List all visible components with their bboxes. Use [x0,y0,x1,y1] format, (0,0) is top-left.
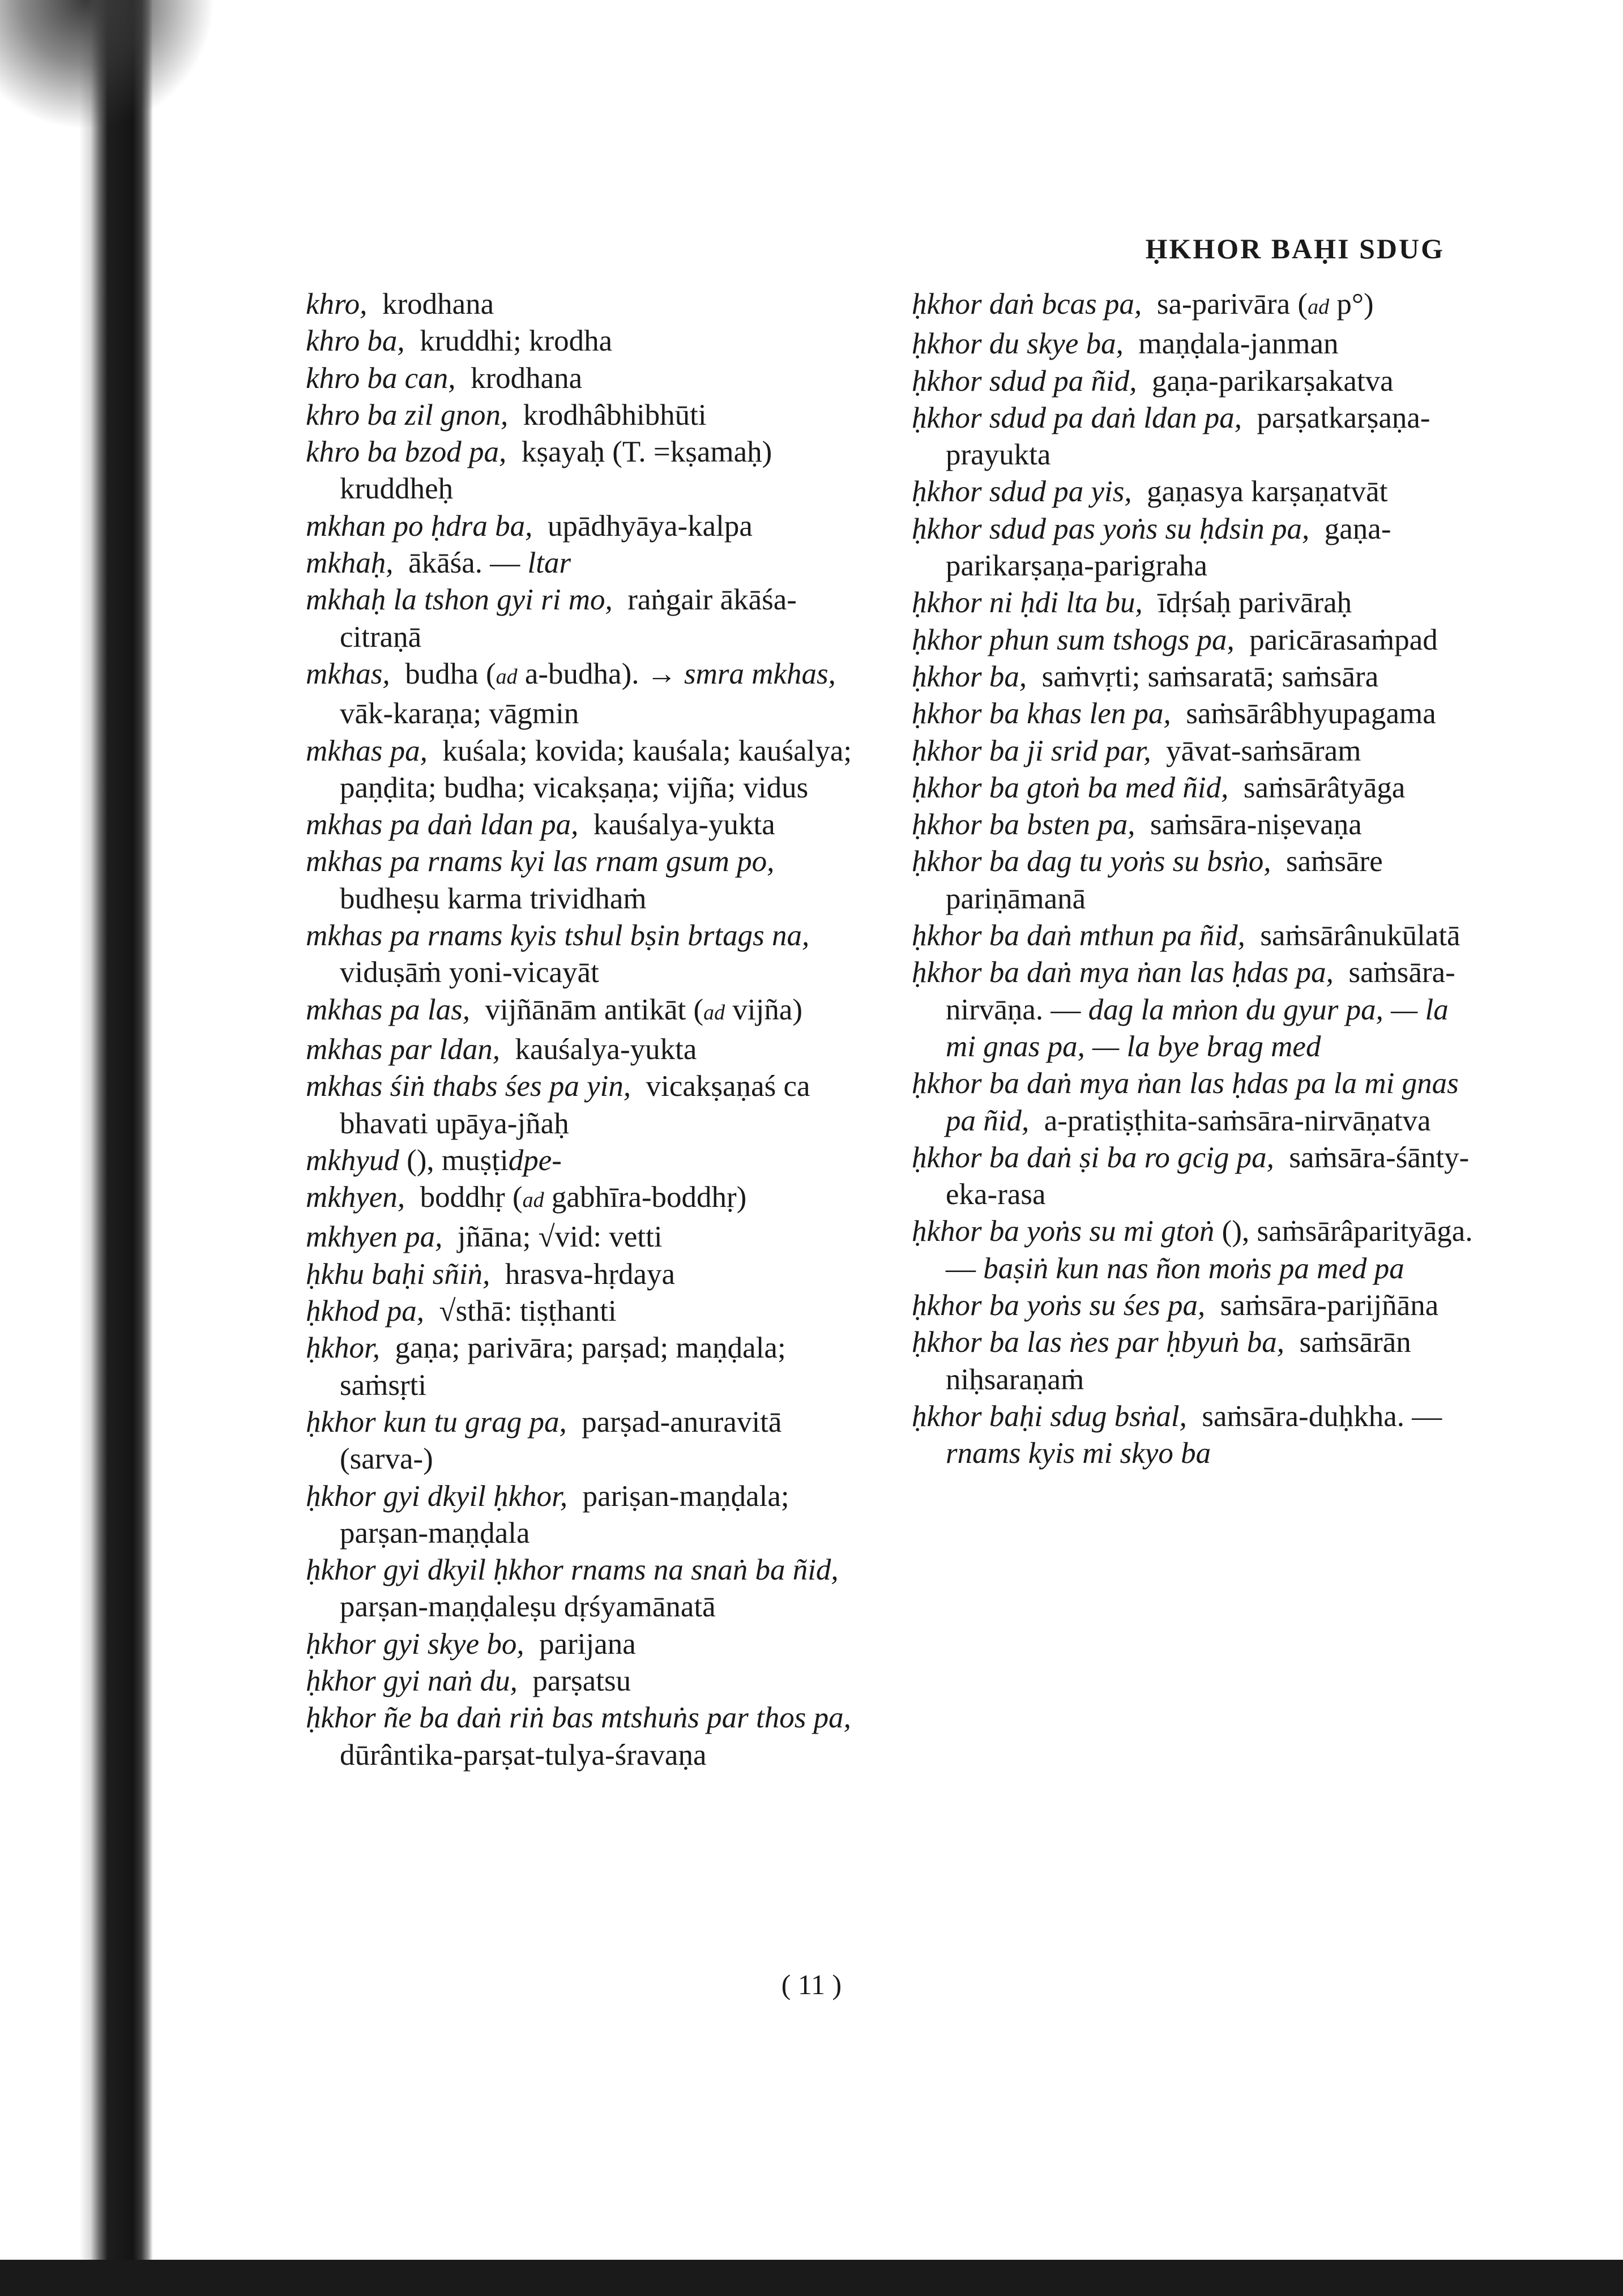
dictionary-entry [912,843,1484,917]
entry-gloss: kruddhi; krodha [420,325,613,358]
scan-binding-shadow [0,0,153,2296]
entry-term: khro ba, [306,325,420,358]
entry-term: dpe- [508,1143,562,1177]
entry-term: ḥkhor ba daṅ mya ṅan las ḥdas pa, [912,956,1349,989]
entry-gloss: parṣad-anuravitā (sarva-) [340,1405,782,1476]
dictionary-entry [306,1256,878,1293]
entry-term: khro ba zil gnon, [306,398,523,432]
entry-gloss: vijña) [725,993,803,1026]
dictionary-entry [306,1293,878,1330]
entry-term: ḥkhor ba ji srid par, [912,734,1167,767]
entry-term: mkhas pa rnams kyis tshul bṣin brtags na, [306,919,825,953]
entry-gloss: kuśala; kovida; kauśala; kauśalya; paṇḍita; budha; vicakṣaṇa; vijña; vidus [340,734,852,804]
entry-term: ḥkhor ba las ṅes par ḥbyuṅ ba, [912,1326,1300,1359]
entry-term: mkhas par ldan, [306,1032,515,1066]
entry-term: ḥkhor ba bsten pa, [912,808,1151,842]
dictionary-entry [306,1031,878,1068]
entry-gloss: saṁsāra-parijñāna [1220,1289,1439,1322]
entry-gloss: parṣatkarṣaṇa-prayukta [946,401,1430,472]
entry-term: ḥkhor ñe ba daṅ riṅ bas mtshuṅs par thos pa, [306,1701,866,1735]
entry-term: ḥkhor ba yoṅs su mi gtoṅ [912,1215,1215,1248]
entry-term: ḥkhor baḥi sdug bsṅal, [912,1399,1202,1433]
dictionary-entry [912,917,1484,954]
entry-term: khro ba can, [306,361,471,395]
entry-term: ḥkhor gyi dkyil ḥkhor, [306,1479,583,1513]
dictionary-entry [306,434,878,508]
entry-term: ḥkhor kun tu grag pa, [306,1405,582,1439]
entry-gloss: ), muṣṭi [416,1143,509,1177]
dictionary-entry [306,1219,878,1256]
entry-term: mkhas pa, [306,734,443,767]
dictionary-entry [306,1478,878,1552]
entry-gloss: saṁsāra-nirvāṇa. — [946,956,1455,1026]
entry-gloss: saṁsārâbhyupagama [1186,697,1436,731]
entry-gloss: ), saṁsārâparityāga. — [946,1215,1473,1285]
entry-term: khro ba bzod pa, [306,436,522,469]
dictionary-entry [912,659,1484,695]
entry-gloss: vāk-karaṇa; vāgmin [340,697,579,731]
entry-gloss: kauśalya-yukta [515,1032,697,1066]
entry-term: dag la mṅon du gyur pa, — la mi gnas pa, — la bye brag med [946,993,1449,1063]
dictionary-entry [912,363,1484,400]
entry-term: ḥkhor sdud pa daṅ ldan pa, [912,401,1257,434]
entry-gloss: parijana [539,1627,636,1661]
dictionary-entry [912,400,1484,474]
entry-gloss: upādhyāya-kalpa [547,509,753,543]
entry-term: ḥkhu baḥi sñiṅ, [306,1257,505,1291]
entry-term: ḥkhor ba daṅ ṣi ba ro gcig pa, [912,1141,1289,1174]
entry-gloss: kauśalya-yukta [593,808,775,842]
entry-gloss: saṁsāre pariṇāmanā [946,845,1383,915]
entry-term: ḥkhor sdud pas yoṅs su ḥdsin pa, [912,512,1325,545]
dictionary-entry [306,397,878,434]
dictionary-entry [306,286,878,323]
entry-term: ḥkhor ni ḥdi lta bu, [912,586,1158,620]
entry-gloss: gaṇa-parikarṣaṇa-parigraha [946,512,1391,583]
entry-gloss: parṣan-maṇḍaleṣu dṛśyamānatā [340,1590,716,1624]
entry-gloss: krodhana [382,288,494,321]
entry-term: ḥkhod pa, [306,1295,439,1328]
dictionary-entry [912,1213,1484,1287]
entry-gloss: hrasva-hṛdaya [505,1257,676,1291]
entry-term: khro, [306,288,382,321]
dictionary-entry [912,622,1484,659]
dictionary-entry [912,1065,1484,1140]
entry-gloss: budheṣu karma trividhaṁ [340,882,647,915]
dictionary-entry [306,1552,878,1626]
dictionary-entry [912,473,1484,510]
dictionary-entry [306,1330,878,1404]
dictionary-entry [912,1287,1484,1324]
entry-gloss: saṁvṛti; saṁsaratā; saṁsāra [1041,660,1379,693]
entry-gloss: saṁsāra-niṣevaṇa [1150,808,1362,842]
entry-term: mkhyud [306,1143,399,1177]
dictionary-entry [306,545,878,582]
entry-gloss: saṁsārâtyāga [1243,771,1406,804]
entry-term: ḥkhor sdud pa yis, [912,475,1147,509]
running-header: ḤKHOR BAḤI SDUG [1145,233,1445,264]
dictionary-entry [306,992,878,1031]
dictionary-entry [912,954,1484,1065]
entry-gloss: saṁsāra-duḥkha. — [1202,1399,1442,1433]
entry-term: mkhas pa rnams kyi las rnam gsum po, [306,845,789,878]
dictionary-entry [306,360,878,397]
entry-term: mkhas pa las, [306,993,485,1026]
entry-abbreviation: ad [1308,295,1330,319]
entry-gloss: gaṇasya karṣaṇatvāt [1147,475,1388,509]
dictionary-entry [306,508,878,545]
entry-term: ḥkhor daṅ bcas pa, [912,288,1157,321]
entry-term: ḥkhor gyi skye bo, [306,1627,540,1661]
scan-corner-shadow [0,0,215,130]
dictionary-entry [912,511,1484,585]
entry-term: mkhas pa daṅ ldan pa, [306,808,593,842]
entry-gloss: pariṣan-maṇḍala; parṣan-maṇḍala [340,1479,789,1550]
entry-gloss: raṅgair ākāśa-citraṇā [340,583,797,654]
entry-term: mkhan po ḥdra ba, [306,509,548,543]
entry-gloss: boddhṛ ( [420,1181,523,1214]
entry-abbreviation: ad [703,1000,725,1025]
entry-gloss: ākāśa. — [408,547,528,580]
entry-term: mkhas śiṅ thabs śes pa yin, [306,1070,646,1103]
dictionary-entry [306,1179,878,1219]
dictionary-entry [912,733,1484,770]
right-column [912,286,1484,1473]
entry-gloss: saṁsārān niḥsaraṇaṁ [946,1326,1411,1396]
entry-term: rnams kyis mi skyo ba [946,1437,1211,1470]
entry-term: mkhas, [306,657,405,690]
dictionary-entry [306,806,878,843]
entry-term: ḥkhor phun sum tshogs pa, [912,623,1250,656]
entry-term: ḥkhor gyi dkyil ḥkhor rnams na snaṅ ba ñid, [306,1554,854,1587]
dictionary-entry [912,770,1484,806]
entry-gloss: yāvat-saṁsāram [1166,734,1361,767]
dictionary-entry [912,695,1484,732]
entry-gloss: saṁsārânukūlatā [1260,919,1460,953]
entry-gloss: √sthā: tiṣṭhanti [439,1295,617,1328]
dictionary-entry [306,1663,878,1700]
entry-gloss: ( [399,1143,417,1177]
entry-gloss: gabhīra-boddhṛ) [544,1181,747,1214]
entry-term: mkhaḥ, [306,547,409,580]
entry-gloss: dūrântika-parṣat-tulya-śravaṇa [340,1738,707,1772]
entry-gloss: vijñānām antikāt ( [485,993,704,1026]
entry-gloss: paricārasaṁpad [1249,623,1438,656]
entry-term: ba [983,1252,1014,1285]
dictionary-entry [306,1626,878,1663]
entry-term: ḥkhor gyi naṅ du, [306,1664,533,1697]
entry-gloss: gaṇa-parikarṣakatva [1152,364,1394,398]
dictionary-entry [306,1142,878,1179]
entry-term: ltar [527,547,571,580]
entry-gloss: parṣatsu [532,1664,631,1697]
dictionary-entry [306,733,878,807]
entry-gloss: jñāna; √vid: vetti [457,1220,663,1254]
dictionary-entry [306,917,878,992]
entry-abbreviation: ad [496,664,518,689]
dictionary-entry [912,1398,1484,1473]
entry-term: mkhyen, [306,1181,420,1214]
entry-gloss: īdṛśaḥ parivāraḥ [1158,586,1352,620]
dictionary-entry [912,806,1484,843]
dictionary-entry [912,326,1484,362]
entry-term: ḥkhor ba daṅ mya ṅan las ḥdas pa la mi gnas pa ñid, [912,1067,1459,1137]
entry-term: ḥkhor ba khas len pa, [912,697,1186,731]
dictionary-entry [306,323,878,360]
entry-gloss: maṇḍala-janman [1138,327,1339,361]
dictionary-entry [306,582,878,656]
entry-term: mkhyen pa, [306,1220,458,1254]
entry-gloss: vicakṣaṇaś ca bhavati upāya-jñaḥ [340,1070,810,1140]
dictionary-entry [306,843,878,917]
entry-gloss: krodhana [470,361,583,395]
entry-term: ḥkhor ba gtoṅ ba med ñid, [912,771,1244,804]
entry-gloss: saṁsāra-śānty-eka-rasa [946,1141,1470,1211]
entry-gloss: a-budha). → [517,657,684,690]
entry-term: ḥkhor, [306,1331,395,1365]
entry-term: ḥkhor ba dag tu yoṅs su bsṅo, [912,845,1287,878]
entry-gloss: budha ( [405,657,496,690]
entry-term: ḥkhor ba daṅ mthun pa ñid, [912,919,1261,953]
dictionary-entry [306,1700,878,1774]
entry-gloss: p°) [1329,288,1374,321]
entry-term: ḥkhor ba yoṅs su śes pa, [912,1289,1220,1322]
entry-gloss: krodhâbhibhūti [523,398,707,432]
entry-gloss: viduṣāṁ yoni-vicayāt [340,956,599,989]
entry-term: ṣiṅ kun nas ñon moṅs pa med pa [1013,1252,1404,1285]
entry-term: ḥkhor sdud pa ñid, [912,364,1152,398]
dictionary-entry [912,584,1484,621]
entry-gloss: sa-parivāra ( [1156,288,1308,321]
dictionary-entry [912,1324,1484,1398]
dictionary-entry [306,1404,878,1478]
entry-gloss: a-pratiṣṭhita-saṁsāra-nirvāṇatva [1044,1104,1431,1137]
entry-term: ḥkhor du skye ba, [912,327,1139,361]
entry-term: smra mkhas, [684,657,836,690]
dictionary-entry [306,656,878,733]
left-column [306,286,878,1774]
entry-gloss: ( [1214,1215,1232,1248]
page-number: ( 11 ) [781,1969,842,2000]
scan-bottom-edge [0,2260,1623,2296]
entry-term: ḥkhor ba, [912,660,1042,693]
dictionary-entry [912,286,1484,326]
entry-gloss: gaṇa; parivāra; parṣad; maṇḍala; saṁsṛti [340,1331,786,1402]
dictionary-entry [306,1068,878,1142]
entry-abbreviation: ad [522,1188,544,1213]
entry-gloss: kṣayaḥ (T. =kṣamaḥ) kruddheḥ [340,436,772,506]
entry-term: mkhaḥ la tshon gyi ri mo, [306,583,628,617]
dictionary-entry [912,1140,1484,1214]
